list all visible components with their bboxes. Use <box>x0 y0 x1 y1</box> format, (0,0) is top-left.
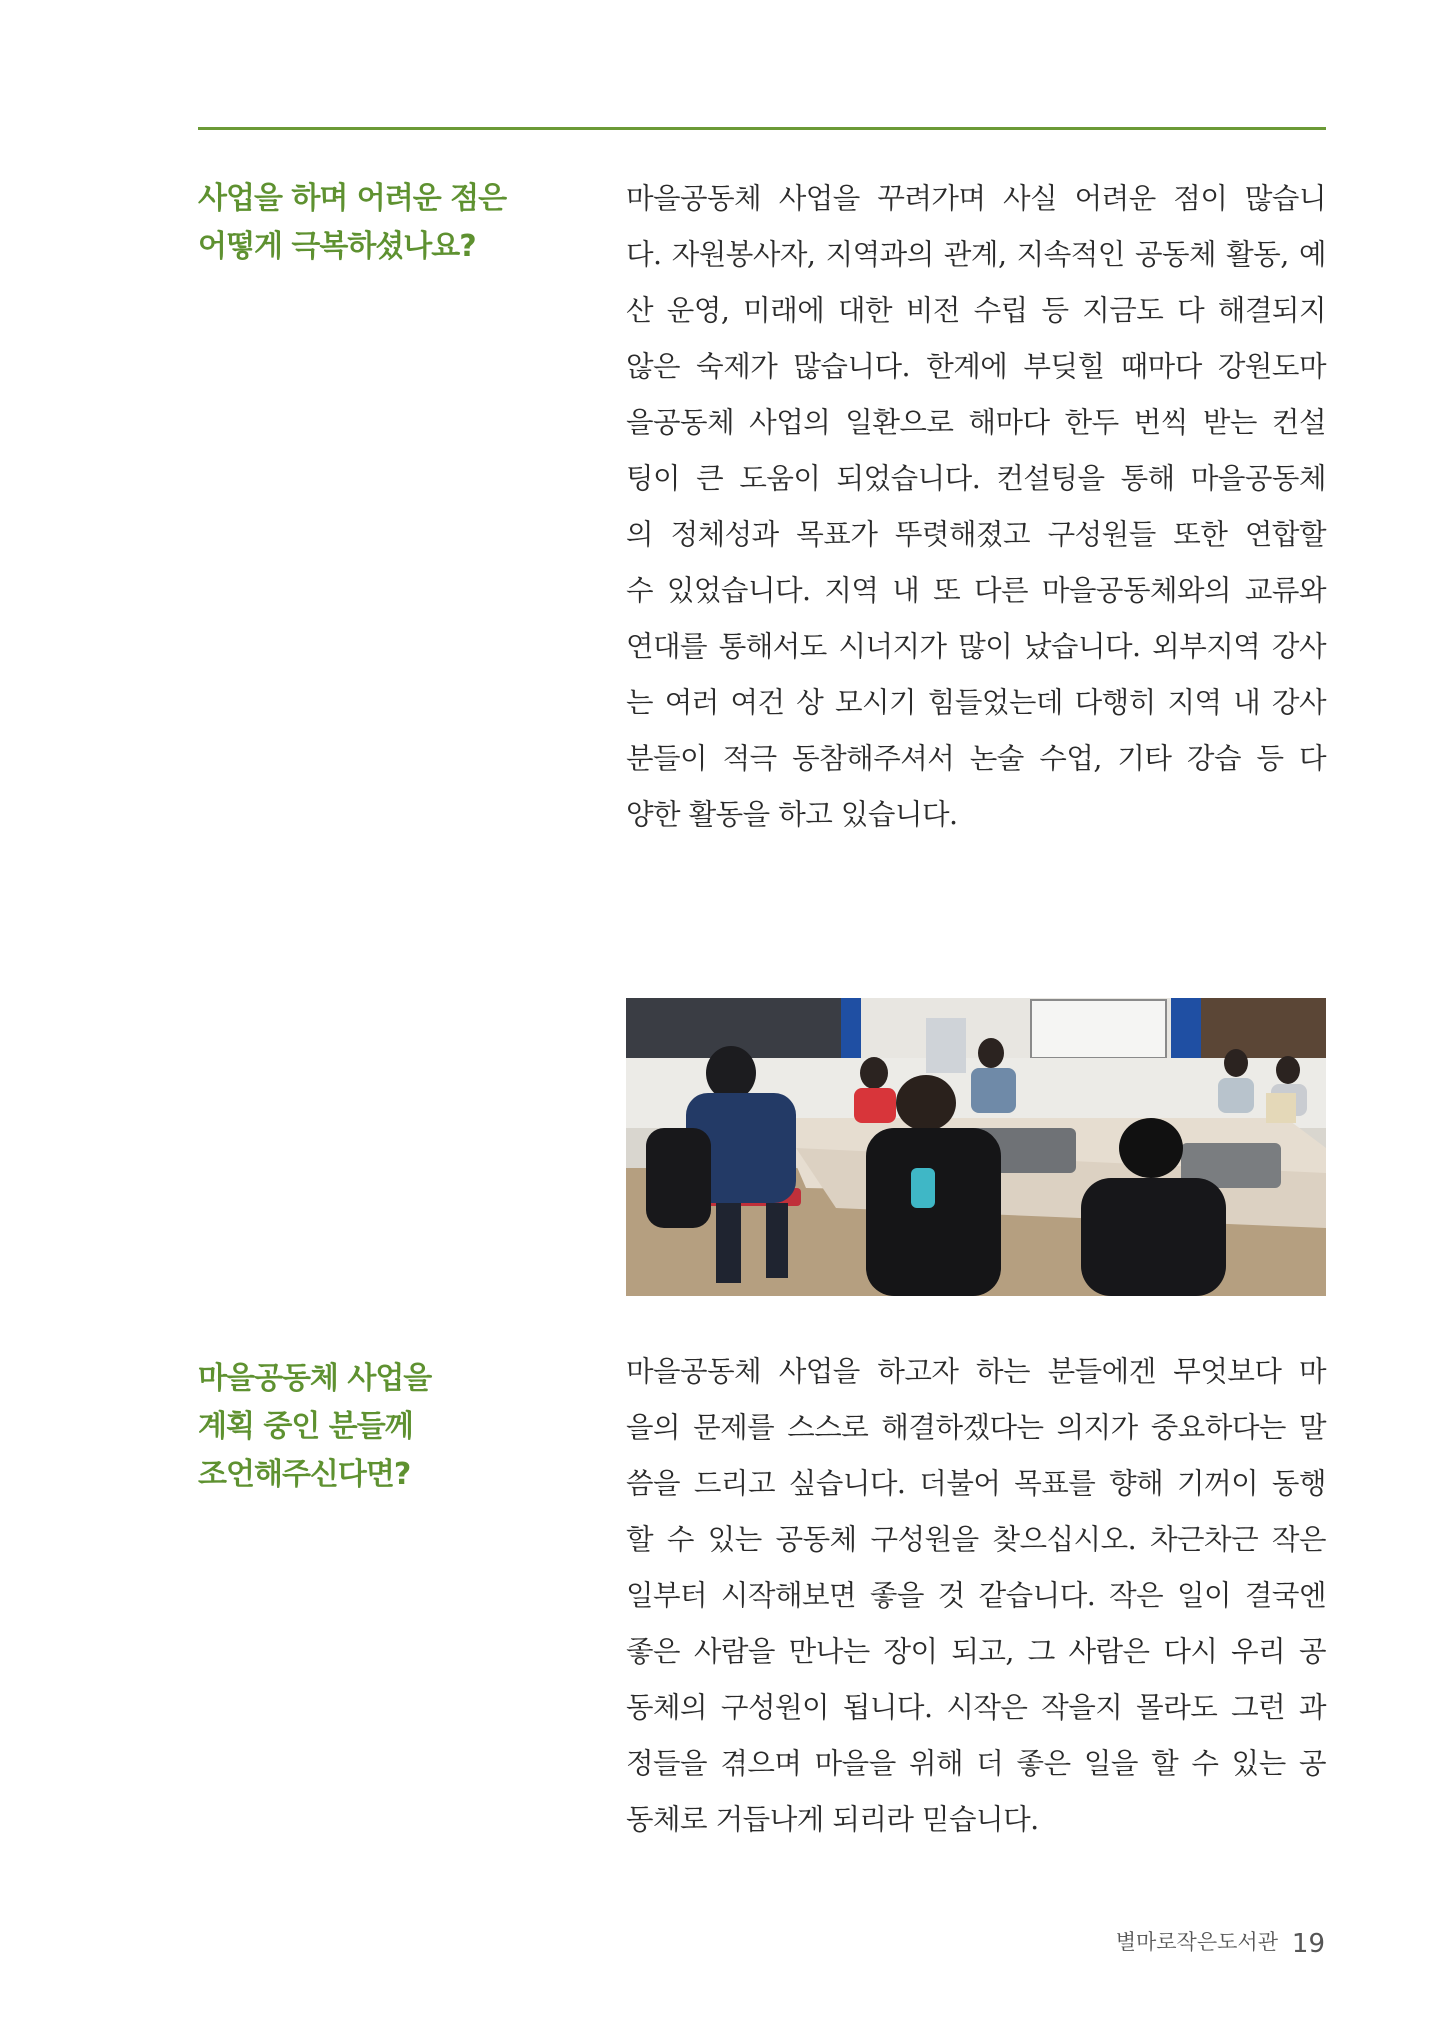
answer-line: 할 수 있는 공동체 구성원을 찾으십시오. 차근차근 작은 <box>626 1523 1326 1556</box>
page-number: 19 <box>1291 1929 1325 1959</box>
answer-line: 의 정체성과 목표가 뚜렷해졌고 구성원들 또한 연합할 <box>626 518 1326 551</box>
answer-line: 을의 문제를 스스로 해결하겠다는 의지가 중요하다는 말 <box>626 1411 1326 1444</box>
question-line: 계획 중인 분들께 <box>198 1409 413 1444</box>
answer-line: 동체로 거듭나게 되리라 믿습니다. <box>626 1803 1039 1836</box>
question-line: 마을공동체 사업을 <box>198 1361 432 1396</box>
footer-library-name: 별마로작은도서관 <box>1115 1930 1278 1954</box>
section-1-answer <box>626 171 1326 843</box>
answer-line: 연대를 통해서도 시너지가 많이 났습니다. 외부지역 강사 <box>626 630 1326 663</box>
section-1-question <box>198 175 578 271</box>
answer-line: 팅이 큰 도움이 되었습니다. 컨설팅을 통해 마을공동체 <box>626 462 1326 495</box>
answer-line: 마을공동체 사업을 하고자 하는 분들에겐 무엇보다 마 <box>626 1355 1326 1388</box>
answer-line: 정들을 겪으며 마을을 위해 더 좋은 일을 할 수 있는 공 <box>626 1747 1326 1780</box>
answer-line: 씀을 드리고 싶습니다. 더불어 목표를 향해 기꺼이 동행 <box>626 1467 1326 1500</box>
answer-line: 일부터 시작해보면 좋을 것 같습니다. 작은 일이 결국엔 <box>626 1579 1326 1612</box>
question-line: 사업을 하며 어려운 점은 <box>198 181 507 216</box>
answer-line: 양한 활동을 하고 있습니다. <box>626 798 958 831</box>
answer-line: 좋은 사람을 만나는 장이 되고, 그 사람은 다시 우리 공 <box>626 1635 1326 1668</box>
answer-line: 을공동체 사업의 일환으로 해마다 한두 번씩 받는 컨설 <box>626 406 1326 439</box>
section-2-question <box>198 1355 578 1499</box>
question-line: 조언해주신다면? <box>198 1457 411 1492</box>
answer-line: 분들이 적극 동참해주셔서 논술 수업, 기타 강습 등 다 <box>626 742 1326 775</box>
section-2-answer <box>626 1344 1326 1848</box>
classroom-photo <box>626 998 1326 1296</box>
answer-line: 동체의 구성원이 됩니다. 시작은 작을지 몰라도 그런 과 <box>626 1691 1326 1724</box>
question-line: 어떻게 극복하셨나요? <box>198 229 476 264</box>
answer-line: 다. 자원봉사자, 지역과의 관계, 지속적인 공동체 활동, 예 <box>626 238 1326 271</box>
answer-line: 마을공동체 사업을 꾸려가며 사실 어려운 점이 많습니 <box>626 182 1326 215</box>
answer-line: 산 운영, 미래에 대한 비전 수립 등 지금도 다 해결되지 <box>626 294 1326 327</box>
answer-line: 않은 숙제가 많습니다. 한계에 부딪힐 때마다 강원도마 <box>626 350 1326 383</box>
answer-line: 는 여러 여건 상 모시기 힘들었는데 다행히 지역 내 강사 <box>626 686 1326 719</box>
answer-line: 수 있었습니다. 지역 내 또 다른 마을공동체와의 교류와 <box>626 574 1326 607</box>
header-rule <box>198 127 1326 130</box>
